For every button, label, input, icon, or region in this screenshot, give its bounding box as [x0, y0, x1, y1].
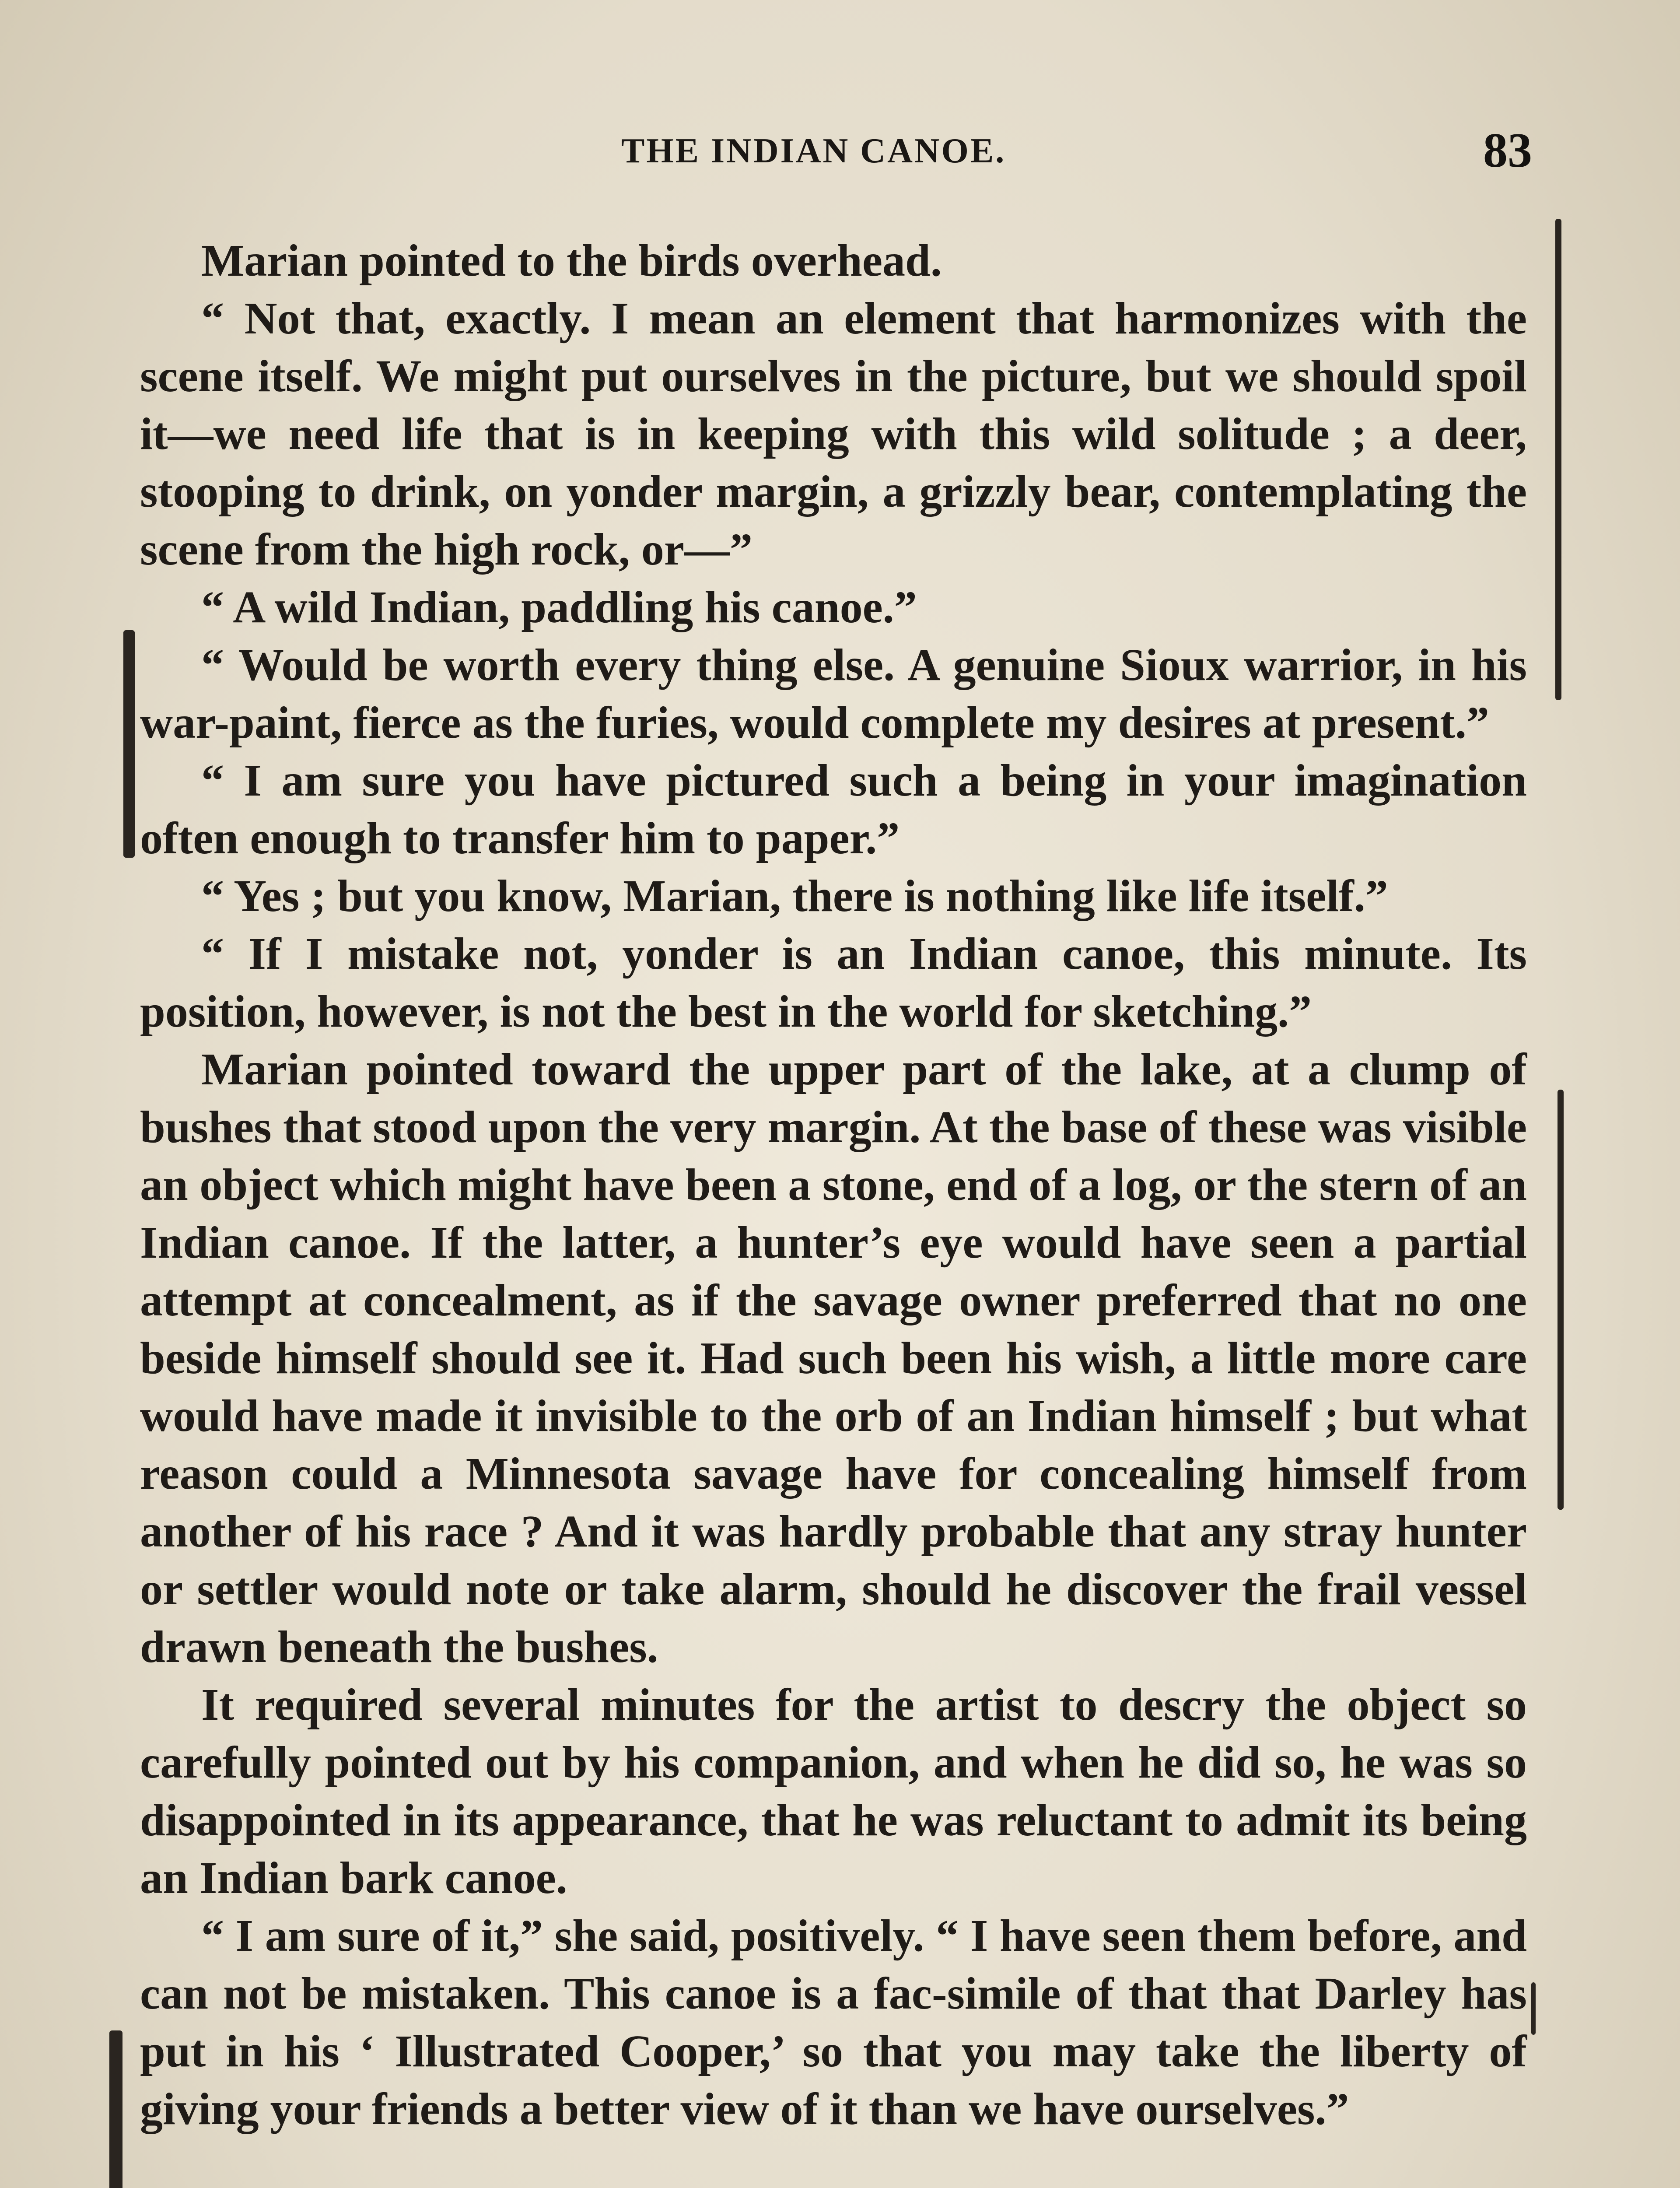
- paragraph: “ If I mistake not, yonder is an Indian canoe, this minute. Its position, however, is not the best in the world for sketching.”: [140, 929, 1527, 1037]
- paragraph: “ Would be worth every thing else. A genuine Sioux warrior, in his war-paint, fierce as the furies, would complete my desires at present.”: [140, 640, 1527, 748]
- paragraph: “ Not that, exactly. I mean an element that harmonizes with the scene itself. We might put ourselves in the picture, but we should spoil it—we need life that is in keeping with this wild solitude ; a deer, stooping to drink, on yonder margin, a grizzly bear, contemplating the scene from the high rock, or—”: [140, 293, 1527, 575]
- paragraph: “ A wild Indian, paddling his canoe.”: [201, 582, 917, 632]
- margin-mark-right-top: [1555, 219, 1561, 700]
- paragraph: Marian pointed to the birds overhead.: [201, 235, 942, 286]
- paragraph: “ I am sure you have pictured such a being in your imagination often enough to transfer him to paper.”: [140, 755, 1527, 863]
- margin-mark-right-lower: [1531, 1982, 1536, 2035]
- paragraph: Marian pointed toward the upper part of the lake, at a clump of bushes that stood upon the very margin. At the base of these was visible an object which might have been a stone, end of a log, or the stern of an Indian canoe. If the latter, a hunter’s eye would have seen a partial attempt at concealment, as if the savage owner preferred that no one beside himself should see it. Had such been his wish, a little more care would have made it invisible to the orb of an Indian himself ; but what reason could a Minnesota savage have for concealing himself from another of his race ? And it was hardly probable that any stray hunter or settler would note or take alarm, should he discover the frail vessel drawn beneath the bushes.: [140, 1044, 1527, 1672]
- running-title: THE INDIAN CANOE.: [621, 132, 1006, 170]
- margin-mark-right-middle: [1558, 1090, 1564, 1510]
- paragraph: It required several minutes for the artist to descry the object so carefully pointed out by his companion, and when he did so, he was so disappointed in its appearance, that he was reluctant to admit its being an Indian bark canoe.: [140, 1680, 1527, 1903]
- margin-mark-left-lower: [109, 2030, 122, 2188]
- page-number: 83: [1483, 123, 1532, 178]
- margin-mark-left-upper: [123, 630, 135, 858]
- paragraph: “ I am sure of it,” she said, positively. “ I have seen them before, and can not be mistaken. This canoe is a fac-simile of that that Darley has put in his ‘ Illustrated Cooper,’ so that you may take the liberty of giving your friends a better view of it than we have ourselves.”: [140, 1911, 1527, 2134]
- paragraph: “ Yes ; but you know, Marian, there is nothing like life itself.”: [201, 871, 1388, 921]
- body-text: [140, 232, 1527, 2138]
